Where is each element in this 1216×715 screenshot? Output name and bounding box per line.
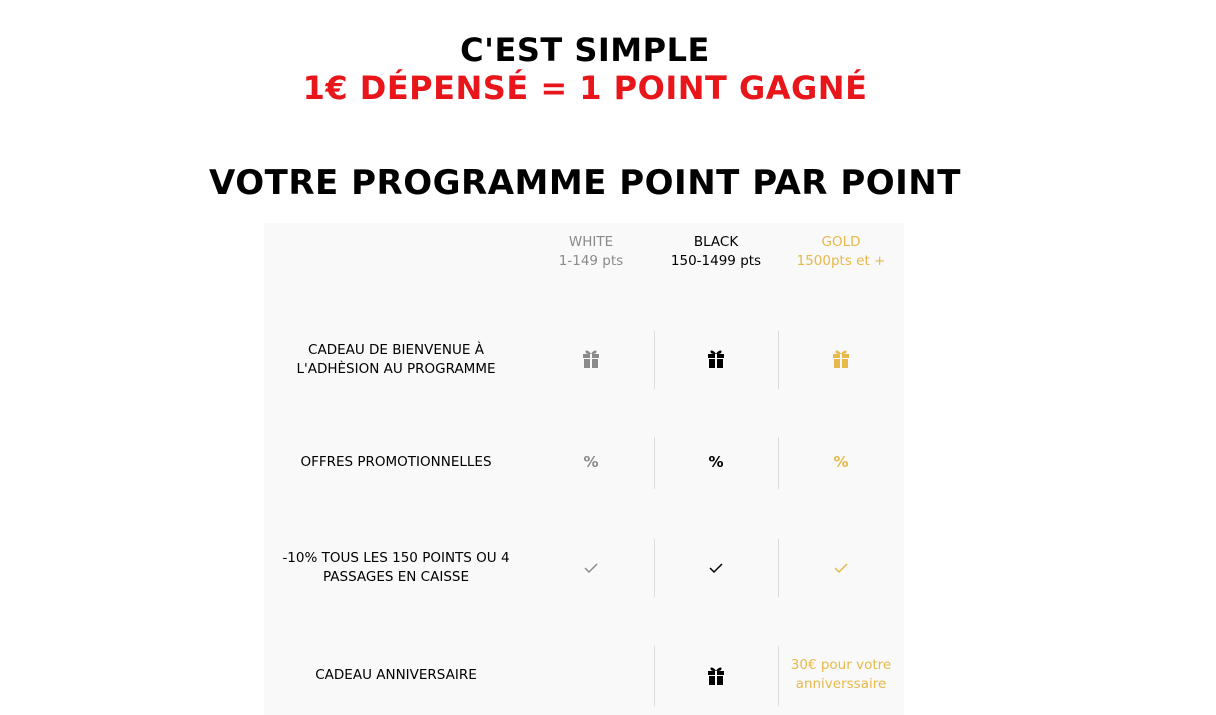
table-row-welcome-gift [264,331,904,389]
tier-header-gold [778,233,904,271]
gift-icon [528,349,654,374]
birthday-gold-benefit: 30€ pour votre anniverssaire [790,657,892,692]
loyalty-tier-table [264,223,904,715]
check-icon [528,561,654,579]
gift-icon [778,349,904,374]
headline-simple: C'EST SIMPLE [460,31,710,69]
row-label: CADEAU ANNIVERSAIRE [315,667,477,683]
tier-name: BLACK [693,234,739,250]
row-label: OFFRES PROMOTIONNELLES [300,454,492,470]
tier-points: 1500pts et + [796,253,886,269]
check-icon [653,561,779,579]
tier-name: WHITE [568,234,614,250]
percent-icon: % [708,453,724,471]
tier-header-black [653,233,779,271]
tier-points: 150-1499 pts [670,253,762,269]
check-icon [778,561,904,579]
tier-points: 1-149 pts [558,253,624,269]
tier-header-white [528,233,654,271]
section-title: VOTRE PROGRAMME POINT PAR POINT [209,163,961,203]
row-label: CADEAU DE BIENVENUE À L'ADHÈSION AU PROGRAMME [296,342,496,377]
tier-name: GOLD [821,234,861,250]
row-label: -10% TOUS LES 150 POINTS OU 4 PASSAGES EN CAISSE [282,550,510,585]
table-row-birthday-gift [264,646,904,706]
table-row-promo-offers [264,437,904,489]
gift-icon [653,666,779,691]
gift-icon [653,349,779,374]
table-row-discount [264,539,904,597]
percent-icon: % [833,453,849,471]
percent-icon: % [583,453,599,471]
headline-points-rule: 1€ DÉPENSÉ = 1 POINT GAGNÉ [302,69,868,107]
